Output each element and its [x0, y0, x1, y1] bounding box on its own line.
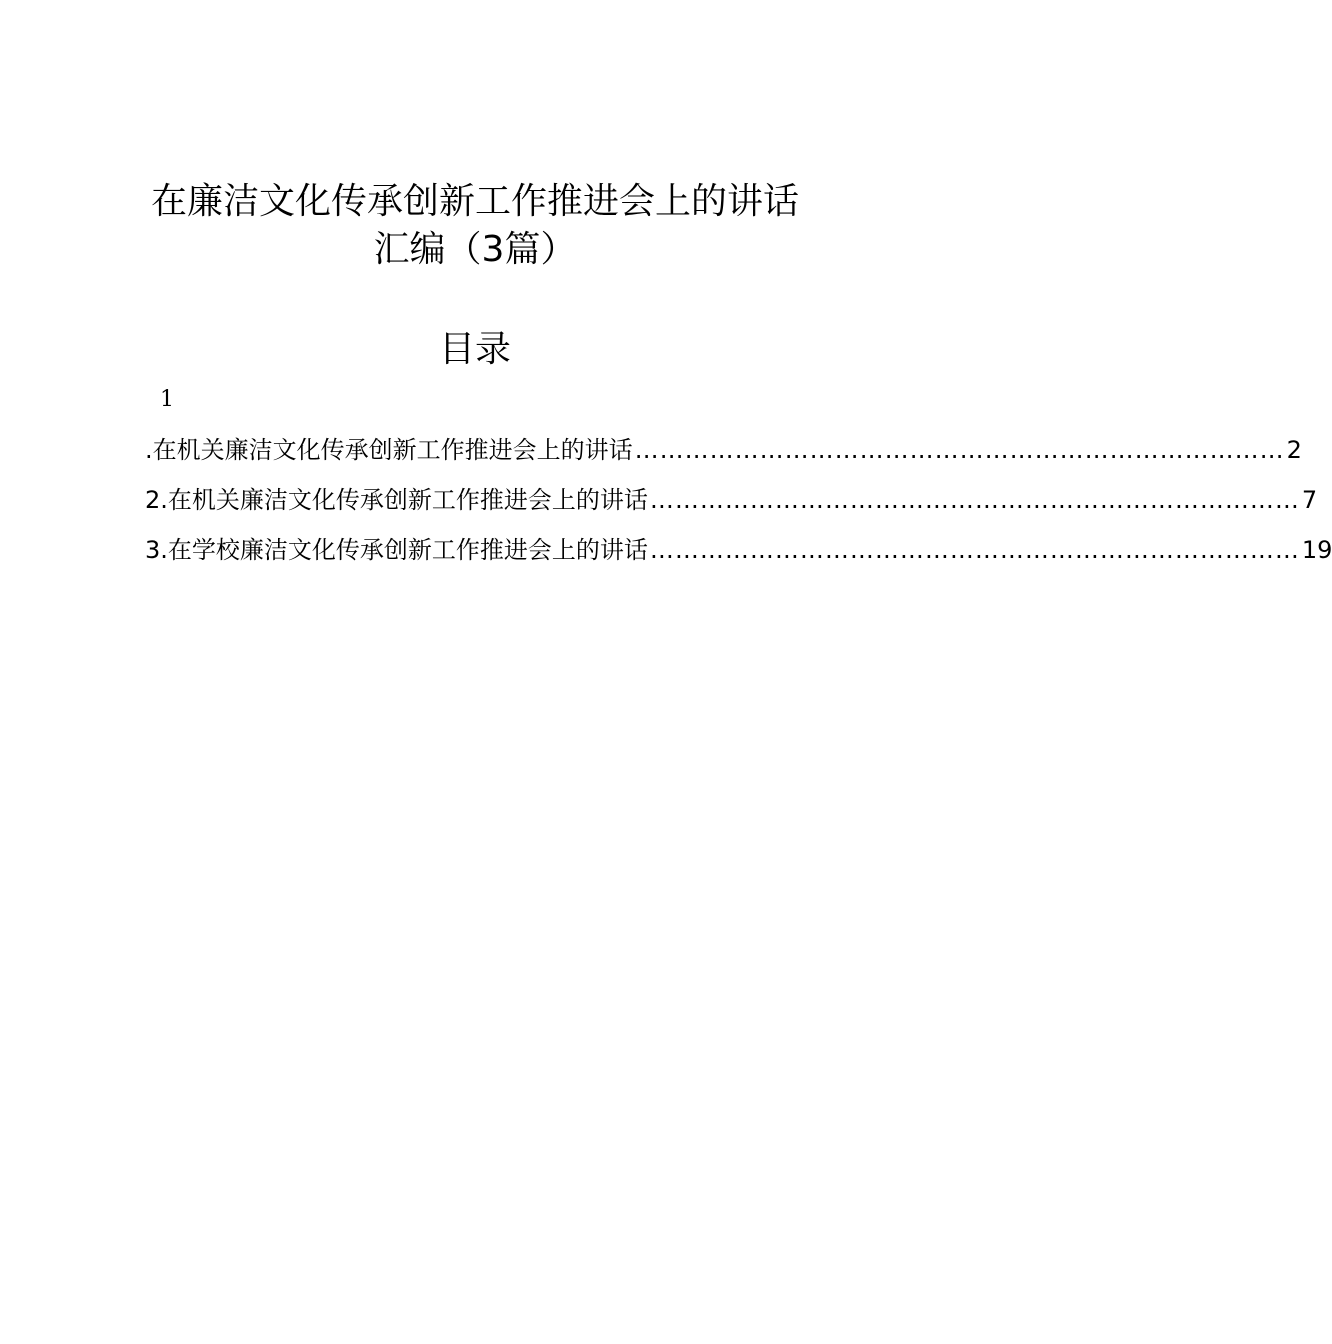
toc-item[interactable] [145, 432, 1302, 482]
document-title-line-1: 在廉洁文化传承创新工作推进会上的讲话 [150, 181, 799, 222]
toc-item-page: 19 [1301, 536, 1332, 564]
toc-item-text: 2.在机关廉洁文化传承创新工作推进会上的讲话 [145, 486, 648, 514]
toc-leader-dots: …………………………………………………………………… [649, 536, 1300, 564]
toc-item-text: .在机关廉洁文化传承创新工作推进会上的讲话 [145, 436, 633, 464]
stray-number: 1 [160, 387, 174, 412]
toc-leader-dots: …………………………………………………………………… [634, 436, 1285, 464]
toc-item[interactable] [145, 482, 1318, 532]
toc-list [145, 432, 1332, 582]
toc-item[interactable] [145, 532, 1332, 582]
toc-item-text: 3.在学校廉洁文化传承创新工作推进会上的讲话 [145, 536, 648, 564]
toc-leader-dots: …………………………………………………………………… [649, 486, 1300, 514]
toc-heading: 目录 [438, 329, 511, 370]
document-title-line-2: 汇编（3篇） [373, 229, 577, 270]
toc-item-page: 7 [1301, 486, 1318, 514]
toc-item-page: 2 [1286, 436, 1302, 464]
